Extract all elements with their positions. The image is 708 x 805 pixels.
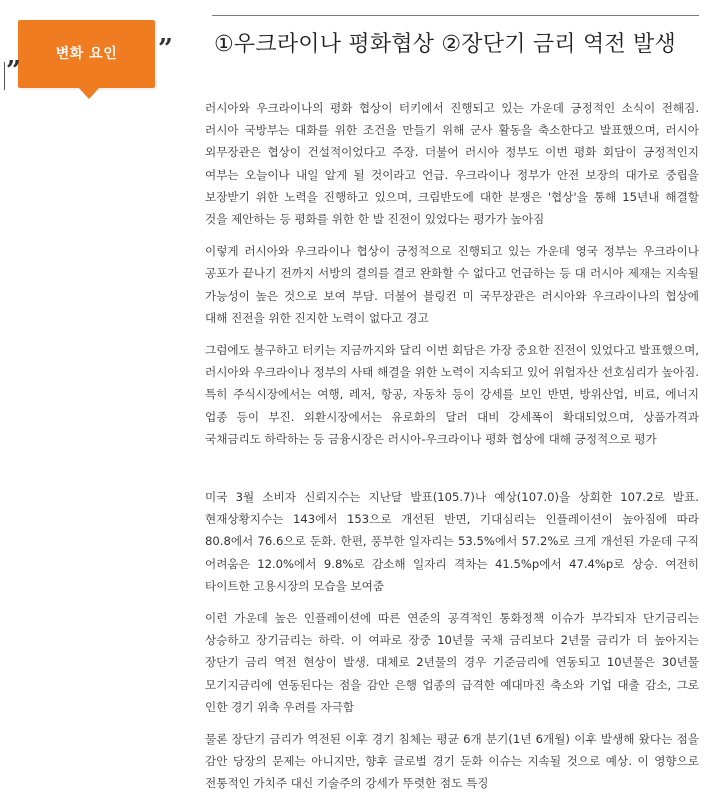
header-rule (212, 15, 699, 16)
paragraph: 물론 장단기 금리가 역전된 이후 경기 침체는 평균 6개 분기(1년 6개월) 이후 발생해 왔다는 점을 감안 당장의 문제는 아니지만, 향후 글로벌 경기 둔화 이슈는 지속될 것으로 예상. 이 영향으로 전통적인 가치주 대신 기술주의 강세가 뚜렷한 점도 특징 (205, 732, 699, 791)
article-body (205, 97, 699, 805)
paragraph: 러시아와 우크라이나의 평화 협상이 터키에서 진행되고 있는 가운데 긍정적인 소식이 전해짐. 러시아 국방부는 대화를 위한 조건을 만들기 위해 군사 활동을 축소한다고 발표했으며, 러시아 외무장관은 협상이 건설적이었다고 주장. 더불어 러시아 정부도 이번 평화 회담이 긍정적인지 여부는 오늘이나 내일 알게 될 것이라고 언급. 우크라이나 정부가 안전 보장의 대가로 중립을 보장받기 위한 노력을 진행하고 있으며, 크림반도에 대한 분쟁은 '협상'을 통해 15년내 해결할 것을 제안하는 등 평화를 위한 한 발 진전이 있었다는 평가가 높아짐 (205, 101, 699, 227)
quote-mark-icon: ” (6, 56, 21, 86)
change-factor-label-card (8, 14, 173, 94)
change-factor-label-box (18, 20, 155, 88)
change-factor-label: 변화 요인 (55, 46, 118, 62)
paragraph: 이렇게 러시아와 우크라이나 협상이 긍정적으로 진행되고 있는 가운데 영국 정부는 우크라이나 공포가 끝나기 전까지 서방의 결의를 결코 완화할 수 없다고 언급하는 등 대 러시아 제재는 지속될 가능성이 높은 것으로 보여 부담. 더불어 블링컨 미 국무장관은 러시아와 우크라이나의 협상에 대해 진전을 위한 진지한 노력이 없다고 경고 (205, 244, 699, 325)
paragraph: 미국 3월 소비자 신뢰지수는 지난달 발표(105.7)나 예상(107.0)을 상회한 107.2로 발표. 현재상황지수는 143에서 153으로 개선된 반면, 기대심리는 인플레이션이 높아짐에 따라 80.8에서 76.6으로 둔화. 한편, 풍부한 일자리는 53.5%에서 57.2%로 크게 개선된 가운데 구직 어려움은 12.0%에서 9.8%로 감소해 일자리 격차는 41.5%p에서 47.4%p로 상승. 여전히 타이트한 고용시장의 모습을 보여줌 (205, 490, 699, 593)
headline: ①우크라이나 평화협상 ②장단기 금리 역전 발생 (214, 32, 676, 57)
paragraph: 그럼에도 불구하고 터키는 지금까지와 달리 이번 회담은 가장 중요한 진전이 있었다고 발표했으며, 러시아와 우크라이나 정부의 사태 해결을 위한 노력이 지속되고 있어 위험자산 선호심리가 높아짐. 특히 주식시장에서는 여행, 레저, 항공, 자동차 등이 강세를 보인 반면, 방위산업, 비료, 에너지 업종 등이 부진. 외환시장에서는 유로화의 달러 대비 강세폭이 확대되었으며, 상품가격과 국채금리도 하락하는 등 금융시장은 러시아-우크라이나 평화 협상에 대해 긍정적으로 평가 (205, 343, 699, 446)
section-spacer (205, 460, 699, 486)
paragraph: 이런 가운데 높은 인플레이션에 따른 연준의 공격적인 통화정책 이슈가 부각되자 단기금리는 상승하고 장기금리는 하락. 이 여파로 장중 10년물 국채 금리보다 2년물 금리가 더 높아지는 장단기 금리 역전 현상이 발생. 대체로 2년물의 경우 기준금리에 연동되고 10년물은 30년물 모기지금리에 연동된다는 점을 감안 은행 업종의 급격한 예대마진 축소와 기업 대출 감소, 그로 인한 경기 위축 우려를 자극함 (205, 611, 699, 714)
quote-mark-icon: ” (158, 34, 173, 64)
speech-tail-icon (78, 87, 100, 99)
